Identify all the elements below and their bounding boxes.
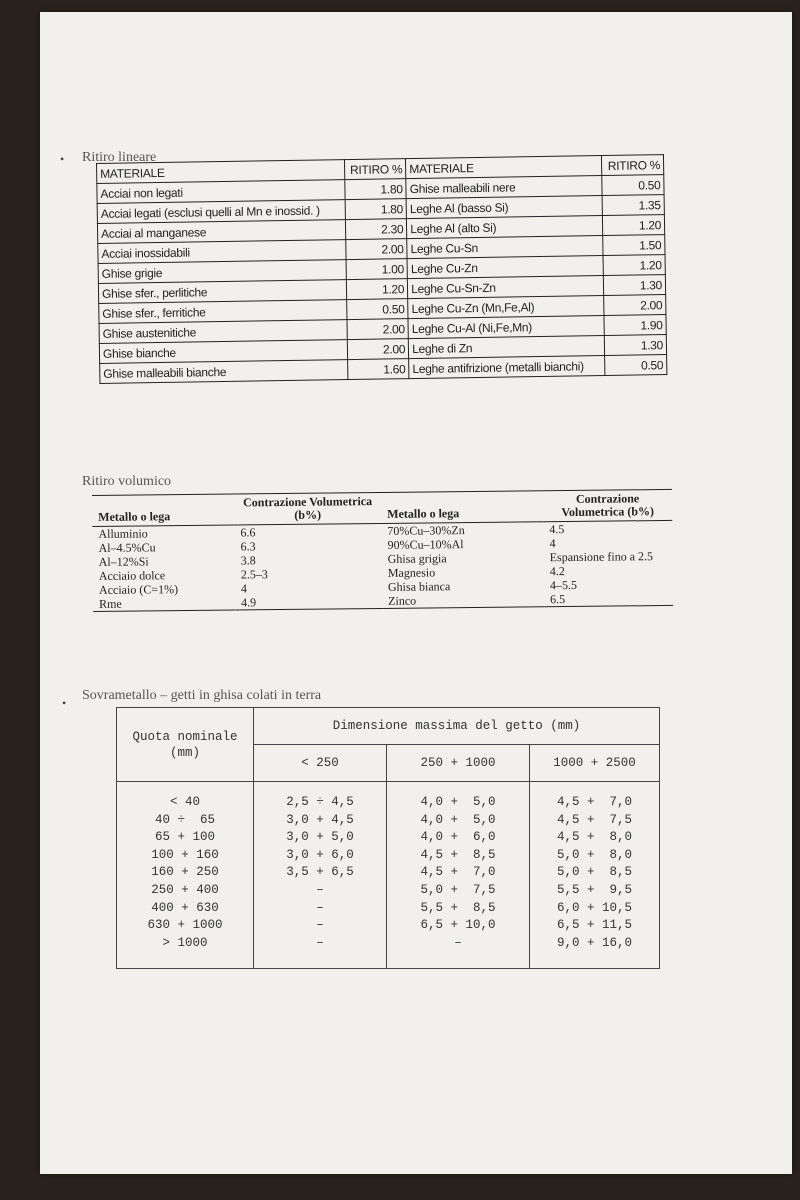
list-item: –: [316, 918, 324, 933]
cell-value: 1.80: [345, 179, 406, 200]
cell-metal: Rme: [93, 596, 235, 612]
cell-material: Leghe Cu-Al (Ni,Fe,Mn): [408, 316, 604, 339]
header-metallo: Metallo o lega: [92, 494, 234, 526]
cell-value: 2.00: [604, 295, 666, 316]
list-item: 400 + 630: [151, 900, 219, 915]
cell-metal: Acciaio dolce: [98, 568, 166, 583]
list-item: 65 + 100: [154, 830, 215, 845]
list-item: 630 + 1000: [147, 918, 223, 933]
table-ritiro-lineare: [96, 154, 667, 384]
cell-metal: Alluminio: [98, 526, 148, 541]
list-item: 250 + 400: [151, 882, 219, 897]
cell-value: 3.8: [240, 553, 256, 568]
cell-material: Ghise bianche: [99, 340, 348, 364]
list-item: 4,0 + 5,0: [420, 812, 496, 827]
list-item: 3,5 + 6,5: [286, 865, 354, 880]
cell-metal: Ghisa grigia: [387, 551, 447, 566]
cell-value: 1.30: [604, 275, 666, 296]
cell-material: Acciai non legati: [97, 180, 346, 204]
header-metallo: Metallo o lega: [381, 491, 543, 524]
list-item: –: [454, 935, 462, 950]
list-item: 3,0 + 5,0: [286, 830, 354, 845]
header-materiale: MATERIALE: [406, 156, 602, 179]
subheader-lt250: < 250: [254, 745, 387, 782]
cell-value: 4: [549, 536, 556, 551]
header-quota: Quota nominale (mm): [117, 708, 254, 782]
cell-value: 6.3: [240, 539, 256, 554]
list-item: 9,0 + 16,0: [556, 935, 632, 950]
cell-value: 1.80: [346, 199, 407, 220]
table-ritiro-volumico: [92, 489, 673, 612]
cell-value: Espansione fino a 2.5: [549, 549, 654, 565]
list-item: 4,0 + 6,0: [420, 830, 496, 845]
cell-metal: Acciaio (C=1%): [98, 582, 179, 597]
list-item: 6,0 + 10,5: [556, 900, 632, 915]
cell-value: 1.35: [602, 195, 664, 216]
list-item: 4,5 + 8,5: [420, 847, 496, 862]
list-item: –: [316, 935, 324, 950]
cell-value: 2.00: [346, 239, 407, 260]
list-item: 40 ÷ 65: [154, 812, 215, 827]
list-item: 2,5 ÷ 4,5: [286, 795, 354, 809]
list-item: 3,0 + 4,5: [286, 812, 354, 827]
cell-value: 0.50: [347, 299, 408, 320]
list-item: 4,5 + 7,5: [556, 812, 632, 827]
column-lt250: [254, 782, 387, 969]
cell-value: 2.00: [347, 319, 408, 340]
section-title-ritiro-volumico: Ritiro volumico: [82, 474, 172, 489]
cell-material: Ghise malleabili bianche: [100, 360, 349, 384]
cell-value: 4.5: [549, 522, 565, 537]
bullet-mark: •: [62, 696, 67, 710]
column-250-1000: [387, 782, 530, 969]
cell-value: 2.30: [346, 219, 407, 240]
cell-metal: Al–12%Si: [98, 554, 149, 569]
cell-material: Ghise sfer., ferritiche: [99, 300, 348, 324]
cell-value: 1.20: [347, 279, 408, 300]
cell-material: Ghise austenitiche: [99, 320, 348, 344]
section-title-ritiro-lineare: Ritiro lineare: [82, 150, 157, 165]
table-body-row: [117, 782, 660, 969]
cell-value: 4.2: [549, 564, 565, 579]
cell-material: Leghe Cu-Sn-Zn: [408, 276, 604, 299]
cell-material: Leghe Cu-Zn: [407, 256, 603, 279]
header-contrazione: Contrazione Volumetrica (b%): [543, 489, 672, 521]
cell-value: 4.9: [235, 594, 382, 610]
section-title-sovrametallo: Sovrametallo – getti in ghisa colati in terra: [82, 688, 322, 703]
cell-value: 1.20: [603, 255, 665, 276]
cell-metal: Magnesio: [387, 565, 436, 580]
cell-value: 4–5.5: [549, 577, 578, 593]
cell-material: Ghise grigie: [98, 260, 347, 284]
cell-material: Ghise sfer., perlitiche: [98, 280, 347, 304]
cell-metal: Al–4.5%Cu: [98, 540, 156, 555]
cell-value: 1.50: [603, 235, 665, 256]
cell-metal: Zinco: [382, 592, 544, 608]
list-item: 100 + 160: [151, 847, 219, 862]
list-item: < 40: [169, 795, 200, 809]
list-item: 5,5 + 9,5: [556, 882, 632, 897]
list-item: 160 + 250: [151, 865, 219, 880]
header-materiale: MATERIALE: [97, 160, 346, 184]
header-dimensione: Dimensione massima del getto (mm): [254, 708, 660, 745]
cell-metal: 90%Cu–10%Al: [387, 537, 464, 552]
list-item: 6,5 + 10,0: [420, 918, 496, 933]
cell-value: 1.20: [603, 215, 665, 236]
cell-value: 1.00: [346, 259, 407, 280]
cell-value: 1.60: [348, 359, 409, 380]
cell-value: 1.90: [604, 315, 666, 336]
subheader-250-1000: 250 + 1000: [387, 745, 530, 782]
column-quota: [117, 782, 254, 969]
header-ritiro: RITIRO %: [602, 155, 664, 176]
cell-material: Leghe Al (alto Si): [407, 216, 603, 239]
header-ritiro: RITIRO %: [345, 159, 406, 180]
list-item: 5,5 + 8,5: [420, 900, 496, 915]
list-item: 5,0 + 7,5: [420, 882, 496, 897]
cell-value: 4: [240, 581, 248, 596]
cell-value: 6.5: [544, 591, 673, 607]
cell-material: Leghe Cu-Sn: [407, 236, 603, 259]
list-item: 4,5 + 8,0: [556, 830, 632, 845]
list-item: 6,5 + 11,5: [556, 918, 632, 933]
header-contrazione: Contrazione Volumetrica (b%): [234, 492, 381, 525]
list-item: 3,0 + 6,0: [286, 847, 354, 862]
list-item: –: [316, 900, 324, 915]
bullet-mark: •: [60, 152, 65, 166]
list-item: 4,5 + 7,0: [420, 865, 496, 880]
column-1000-2500: [530, 782, 660, 969]
cell-metal: 70%Cu–30%Zn: [387, 523, 465, 538]
table-sovrametallo: [116, 707, 660, 969]
cell-value: 1.30: [605, 335, 667, 356]
cell-value: 0.50: [605, 355, 667, 376]
list-item: 4,0 + 5,0: [420, 795, 496, 809]
cell-material: Leghe Al (basso Si): [406, 196, 602, 219]
cell-value: 0.50: [602, 175, 664, 196]
table-header-row: [117, 708, 660, 745]
subheader-1000-2500: 1000 + 2500: [530, 745, 660, 782]
list-item: 5,0 + 8,5: [556, 865, 632, 880]
cell-value: 2.00: [348, 339, 409, 360]
cell-material: Leghe Cu-Zn (Mn,Fe,Al): [408, 296, 604, 319]
list-item: 5,0 + 8,0: [556, 847, 632, 862]
cell-value: 6.6: [240, 525, 256, 540]
list-item: > 1000: [162, 935, 208, 950]
cell-material: Acciai inossidabili: [98, 240, 347, 264]
cell-material: Acciai legati (esclusi quelli al Mn e inossid. ): [97, 200, 346, 224]
cell-value: 2.5–3: [240, 567, 268, 582]
cell-material: Acciai al manganese: [97, 220, 346, 244]
cell-material: Leghe di Zn: [408, 336, 604, 359]
list-item: 4,5 + 7,0: [556, 795, 632, 809]
cell-material: Leghe antifrizione (metalli bianchi): [409, 356, 605, 379]
list-item: –: [316, 882, 324, 897]
cell-metal: Ghisa bianca: [387, 579, 451, 594]
cell-material: Ghise malleabili nere: [406, 176, 602, 199]
